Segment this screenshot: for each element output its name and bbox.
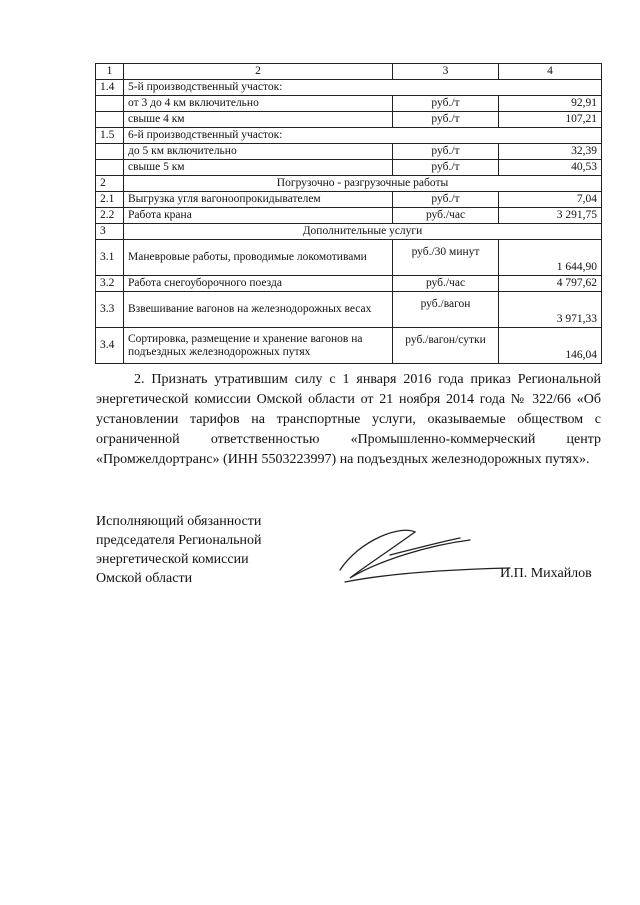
unit-cell: руб./т bbox=[393, 160, 499, 176]
row-number-cell: 3.3 bbox=[96, 292, 124, 328]
unit-cell: руб./30 минут bbox=[393, 240, 499, 276]
tariff-value-cell: 3 971,33 bbox=[499, 292, 602, 328]
row-number-cell: 3.1 bbox=[96, 240, 124, 276]
row-number-cell bbox=[96, 96, 124, 112]
handwritten-signature bbox=[320, 520, 520, 590]
signatory-position bbox=[96, 512, 262, 588]
unit-cell: руб./т bbox=[393, 96, 499, 112]
tariff-value-cell: 3 291,75 bbox=[499, 208, 602, 224]
position-line: энергетической комиссии bbox=[96, 552, 249, 567]
row-number-cell: 2.1 bbox=[96, 192, 124, 208]
row-number-cell: 3.2 bbox=[96, 276, 124, 292]
table-row bbox=[96, 96, 602, 112]
tariff-value-cell: 92,91 bbox=[499, 96, 602, 112]
unit-cell: руб./вагон/сутки bbox=[393, 328, 499, 364]
table-row bbox=[96, 144, 602, 160]
service-name-cell: свыше 5 км bbox=[124, 160, 393, 176]
row-number-cell: 1.5 bbox=[96, 128, 124, 144]
unit-cell: руб./час bbox=[393, 276, 499, 292]
position-line: председателя Региональной bbox=[96, 533, 262, 548]
position-line: Омской области bbox=[96, 571, 193, 586]
signatory-name: И.П. Михайлов bbox=[500, 566, 592, 581]
table-row bbox=[96, 292, 602, 328]
section-title-cell: Дополнительные услуги bbox=[124, 224, 602, 240]
tariff-value-cell: 7,04 bbox=[499, 192, 602, 208]
table-header-row bbox=[96, 64, 602, 80]
service-name-cell: Работа снегоуборочного поезда bbox=[124, 276, 393, 292]
row-number-cell: 3 bbox=[96, 224, 124, 240]
unit-cell: руб./час bbox=[393, 208, 499, 224]
row-number-cell bbox=[96, 160, 124, 176]
unit-cell: руб./т bbox=[393, 192, 499, 208]
service-name-cell: Взвешивание вагонов на железнодорожных весах bbox=[124, 292, 393, 328]
header-cell: 2 bbox=[124, 64, 393, 80]
service-name-cell: Маневровые работы, проводимые локомотивами bbox=[124, 240, 393, 276]
tariff-value-cell: 146,04 bbox=[499, 328, 602, 364]
service-name-cell: Выгрузка угля вагоноопрокидывателем bbox=[124, 192, 393, 208]
service-name-cell: свыше 4 км bbox=[124, 112, 393, 128]
unit-cell: руб./вагон bbox=[393, 292, 499, 328]
service-name-cell: до 5 км включительно bbox=[124, 144, 393, 160]
table-row bbox=[96, 276, 602, 292]
service-name-cell: Работа крана bbox=[124, 208, 393, 224]
service-name-cell: Сортировка, размещение и хранение вагонов на подъездных железнодорожных путях bbox=[124, 328, 393, 364]
header-cell: 3 bbox=[393, 64, 499, 80]
tariff-table-body bbox=[96, 64, 602, 364]
section-title-cell: 5-й производственный участок: bbox=[124, 80, 602, 96]
tariff-value-cell: 32,39 bbox=[499, 144, 602, 160]
unit-cell: руб./т bbox=[393, 112, 499, 128]
tariff-table bbox=[95, 63, 602, 364]
row-number-cell: 1.4 bbox=[96, 80, 124, 96]
table-row bbox=[96, 160, 602, 176]
tariff-value-cell: 1 644,90 bbox=[499, 240, 602, 276]
tariff-value-cell: 40,53 bbox=[499, 160, 602, 176]
row-number-cell: 2 bbox=[96, 176, 124, 192]
table-row bbox=[96, 208, 602, 224]
row-number-cell: 2.2 bbox=[96, 208, 124, 224]
table-row bbox=[96, 240, 602, 276]
tariff-value-cell: 107,21 bbox=[499, 112, 602, 128]
repeal-paragraph: 2. Признать утратившим силу с 1 января 2016 года приказ Региональной энергетической комиссии Омской области от 21 ноября 2014 года № 322/66 «Об установлении тарифов на транспортные услуги, оказываемые обществом с ограниченной ответственностью «Промышленно-коммерческий центр «Промжелдортранс» (ИНН 5503223997) на подъездных железнодорожных путях». bbox=[96, 372, 601, 467]
table-row bbox=[96, 112, 602, 128]
table-row bbox=[96, 328, 602, 364]
section-title-cell: 6-й производственный участок: bbox=[124, 128, 602, 144]
position-line: Исполняющий обязанности bbox=[96, 514, 262, 529]
tariff-value-cell: 4 797,62 bbox=[499, 276, 602, 292]
row-number-cell: 3.4 bbox=[96, 328, 124, 364]
table-row bbox=[96, 80, 602, 96]
unit-cell: руб./т bbox=[393, 144, 499, 160]
row-number-cell bbox=[96, 144, 124, 160]
row-number-cell bbox=[96, 112, 124, 128]
table-row bbox=[96, 176, 602, 192]
table-row bbox=[96, 192, 602, 208]
section-title-cell: Погрузочно - разгрузочные работы bbox=[124, 176, 602, 192]
table-row bbox=[96, 128, 602, 144]
header-cell: 4 bbox=[499, 64, 602, 80]
service-name-cell: от 3 до 4 км включительно bbox=[124, 96, 393, 112]
table-row bbox=[96, 224, 602, 240]
header-cell: 1 bbox=[96, 64, 124, 80]
